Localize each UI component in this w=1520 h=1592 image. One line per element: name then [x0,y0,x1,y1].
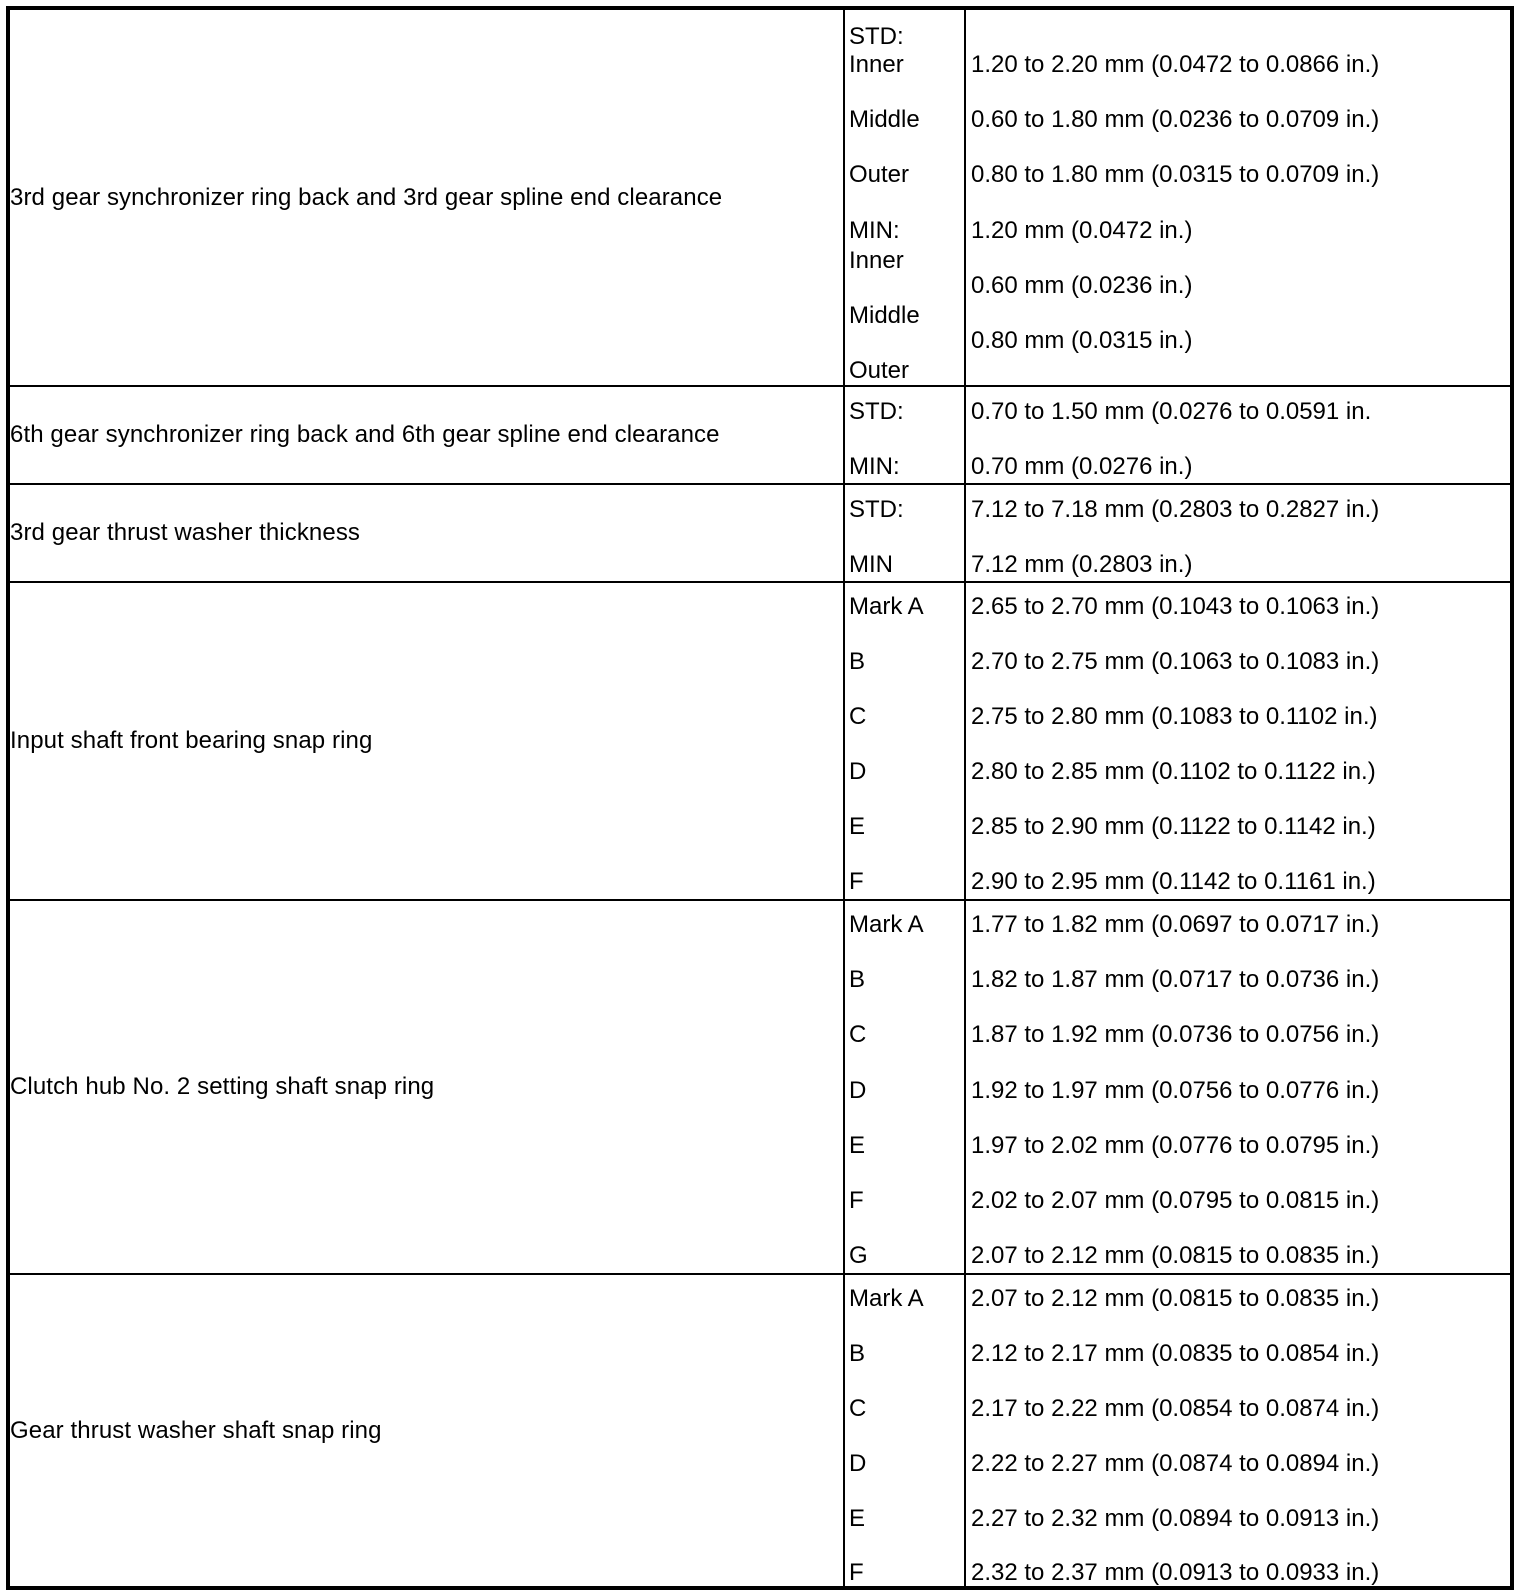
item-name: Gear thrust washer shaft snap ring [8,1274,844,1588]
label-cell [844,8,965,386]
spec-value: 1.82 to 1.87 mm (0.0717 to 0.0736 in.) [971,966,1380,993]
spec-value: 0.60 to 1.80 mm (0.0236 to 0.0709 in.) [971,105,1380,133]
spec-label: Mark A [849,1284,924,1312]
spec-value: 2.27 to 2.32 mm (0.0894 to 0.0913 in.) [971,1504,1380,1532]
spec-value: 1.20 mm (0.0472 in.) [971,216,1193,244]
table-row [8,386,1512,484]
spec-label: Inner [849,246,904,274]
spec-value: 0.70 to 1.50 mm (0.0276 to 0.0591 in. [971,398,1372,425]
spec-value: 1.20 to 2.20 mm (0.0472 to 0.0866 in.) [971,50,1380,78]
value-cell [965,582,1512,900]
spec-label: Inner [849,50,904,78]
spec-label: E [849,813,866,840]
spec-value: 2.22 to 2.27 mm (0.0874 to 0.0894 in.) [971,1449,1380,1477]
label-cell [844,582,965,900]
table-row [8,8,1512,386]
spec-label: Mark A [849,593,924,620]
spec-value: 2.70 to 2.75 mm (0.1063 to 0.1083 in.) [971,648,1380,675]
spec-value: 7.12 to 7.18 mm (0.2803 to 0.2827 in.) [971,496,1380,523]
label-cell [844,484,965,582]
spec-value: 2.75 to 2.80 mm (0.1083 to 0.1102 in.) [971,703,1378,730]
table-row [8,484,1512,582]
spec-value: 2.02 to 2.07 mm (0.0795 to 0.0815 in.) [971,1187,1380,1214]
value-cell [965,1274,1512,1588]
spec-value: 7.12 mm (0.2803 in.) [971,551,1193,578]
spec-label: MIN: [849,453,900,480]
spec-value: 2.07 to 2.12 mm (0.0815 to 0.0835 in.) [971,1242,1380,1269]
spec-label: MIN [849,551,893,578]
spec-label: C [849,1394,867,1422]
spec-label: G [849,1242,868,1269]
spec-label: F [849,1558,864,1586]
spec-value: 1.87 to 1.92 mm (0.0736 to 0.0756 in.) [971,1021,1380,1048]
spec-value: 2.17 to 2.22 mm (0.0854 to 0.0874 in.) [971,1394,1380,1422]
spec-label: E [849,1132,866,1159]
spec-label: F [849,868,864,895]
spec-value: 0.80 mm (0.0315 in.) [971,326,1193,354]
spec-label: STD: [849,22,904,50]
spec-label: E [849,1504,866,1532]
value-cell [965,900,1512,1274]
spec-value: 2.32 to 2.37 mm (0.0913 to 0.0933 in.) [971,1558,1380,1586]
table-row [8,582,1512,900]
spec-label: Outer [849,160,910,188]
label-cell [844,386,965,484]
spec-label: D [849,1077,867,1104]
value-cell [965,8,1512,386]
table-row [8,900,1512,1274]
spec-label: C [849,1021,867,1048]
spec-label: B [849,966,866,993]
spec-label: Outer [849,356,910,384]
spec-value: 2.12 to 2.17 mm (0.0835 to 0.0854 in.) [971,1339,1380,1367]
value-cell [965,484,1512,582]
spec-label: Mark A [849,911,924,938]
label-cell [844,900,965,1274]
spec-label: B [849,1339,866,1367]
spec-value: 2.90 to 2.95 mm (0.1142 to 0.1161 in.) [971,868,1376,895]
spec-label: F [849,1187,864,1214]
item-name: Input shaft front bearing snap ring [8,582,844,900]
spec-value: 1.77 to 1.82 mm (0.0697 to 0.0717 in.) [971,911,1380,938]
label-cell [844,1274,965,1588]
item-name: Clutch hub No. 2 setting shaft snap ring [8,900,844,1274]
spec-value: 1.92 to 1.97 mm (0.0756 to 0.0776 in.) [971,1077,1380,1104]
table-row [8,1274,1512,1588]
spec-label: Middle [849,301,920,329]
item-name: 3rd gear thrust washer thickness [8,484,844,582]
spec-label: D [849,758,867,785]
spec-label: C [849,703,867,730]
spec-value: 0.70 mm (0.0276 in.) [971,453,1193,480]
spec-value: 1.97 to 2.02 mm (0.0776 to 0.0795 in.) [971,1132,1380,1159]
spec-label: D [849,1449,867,1477]
spec-value: 2.85 to 2.90 mm (0.1122 to 0.1142 in.) [971,813,1376,840]
spec-label: STD: [849,496,904,523]
spec-value: 0.80 to 1.80 mm (0.0315 to 0.0709 in.) [971,160,1380,188]
spec-table [6,6,1514,1590]
spec-label: STD: [849,398,904,425]
spec-value: 0.60 mm (0.0236 in.) [971,271,1193,299]
value-cell [965,386,1512,484]
spec-value: 2.07 to 2.12 mm (0.0815 to 0.0835 in.) [971,1284,1380,1312]
spec-value: 2.65 to 2.70 mm (0.1043 to 0.1063 in.) [971,593,1380,620]
spec-label: Middle [849,105,920,133]
item-name: 3rd gear synchronizer ring back and 3rd gear spline end clearance [8,8,844,386]
spec-label: B [849,648,866,675]
spec-label: MIN: [849,216,900,244]
spec-value: 2.80 to 2.85 mm (0.1102 to 0.1122 in.) [971,758,1376,785]
item-name: 6th gear synchronizer ring back and 6th gear spline end clearance [8,386,844,484]
